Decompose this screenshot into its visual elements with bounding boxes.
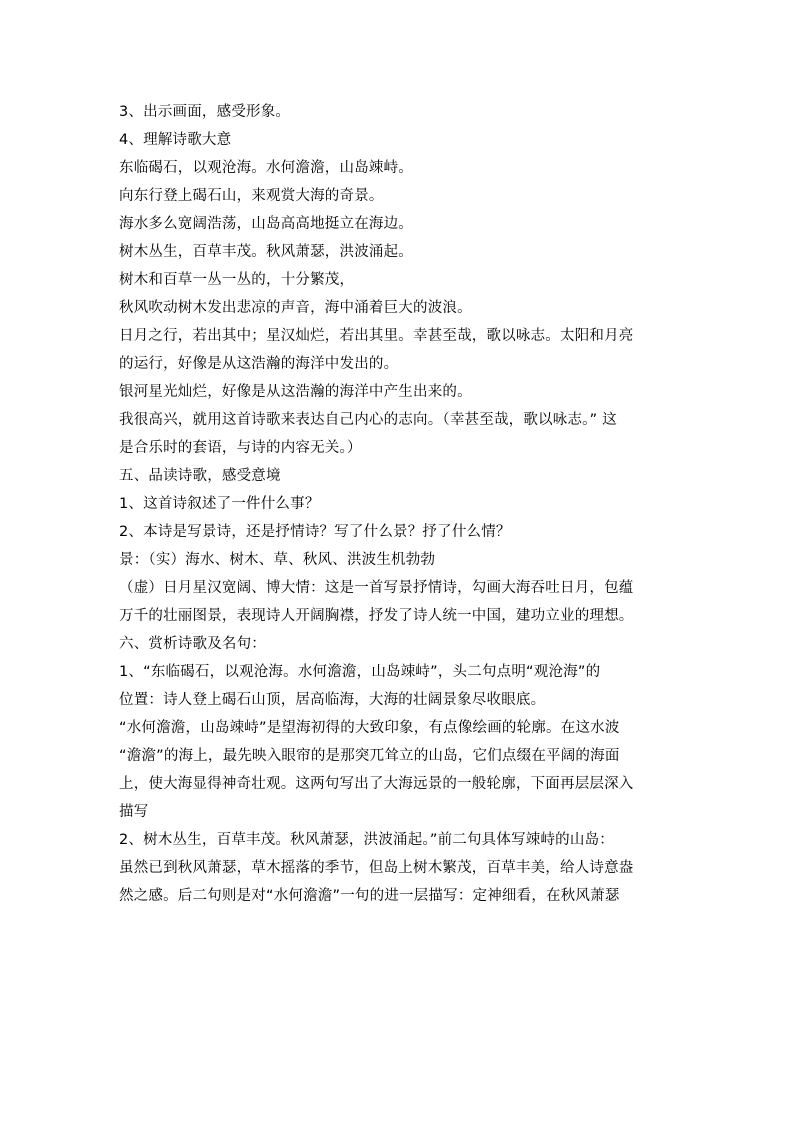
text-line: 万千的壮丽图景，表现诗人开阔胸襟，抒发了诗人统一中国，建功立业的理想。 <box>119 608 634 624</box>
text-line: 秋风吹动树木发出悲凉的声音，海中涌着巨大的波浪。 <box>119 300 472 316</box>
text-line: 4、理解诗歌大意 <box>119 132 232 148</box>
text-line: 上，使大海显得神奇壮观。这两句写出了大海远景的一般轮廓，下面再层层深入 <box>119 776 634 792</box>
text-line: 2、本诗是写景诗，还是抒情诗？写了什么景？抒了什么情？ <box>119 524 511 540</box>
text-line: 是合乐时的套语，与诗的内容无关。） <box>119 440 362 456</box>
text-line: 描写 <box>119 804 149 820</box>
text-line: 1、这首诗叙述了一件什么事？ <box>119 496 320 512</box>
text-line: 树木和百草一丛一丛的，十分繁茂， <box>119 272 355 288</box>
text-line: 然之感。后二句则是对“水何澹澹”一句的进一层描写：定神细看，在秋风萧瑟 <box>119 888 620 904</box>
text-line: 海水多么宽阔浩荡，山岛高高地挺立在海边。 <box>119 216 413 232</box>
section-heading: 六、赏析诗歌及名句： <box>119 636 266 652</box>
text-line: 向东行登上碣石山，来观赏大海的奇景。 <box>119 188 384 204</box>
text-line: （虚）日月星汉宽阔、博大情：这是一首写景抒情诗，勾画大海吞吐日月，包蕴 <box>119 580 634 596</box>
text-line: 2、树木丛生，百草丰茂。秋风萧瑟，洪波涌起。”前二句具体写竦峙的山岛： <box>119 832 614 848</box>
text-line: 的运行，好像是从这浩瀚的海洋中发出的。 <box>119 356 399 372</box>
text-line: 1、“东临碣石，以观沧海。水何澹澹，山岛竦峙”，头二句点明“观沧海”的 <box>119 664 601 680</box>
text-line: 日月之行，若出其中；星汉灿烂，若出其里。幸甚至哉，歌以咏志。太阳和月亮 <box>119 328 634 344</box>
section-heading: 五、品读诗歌，感受意境 <box>119 468 281 484</box>
text-line: 3、出示画面，感受形象。 <box>119 104 291 120</box>
document-body <box>119 98 679 910</box>
text-line: “澹澹”的海上，最先映入眼帘的是那突兀耸立的山岛，它们点缀在平阔的海面 <box>119 748 620 764</box>
text-line: “水何澹澹，山岛竦峙”是望海初得的大致印象，有点像绘画的轮廓。在这水波 <box>119 720 620 736</box>
text-line: 我很高兴，就用这首诗歌来表达自己内心的志向。（幸甚至哉，歌以咏志。” 这 <box>119 412 617 428</box>
text-line: 景：（实）海水、树木、草、秋风、洪波生机勃勃 <box>119 552 436 568</box>
text-line: 虽然已到秋风萧瑟，草木摇落的季节，但岛上树木繁茂，百草丰美，给人诗意盎 <box>119 860 634 876</box>
text-line: 东临碣石，以观沧海。水何澹澹，山岛竦峙。 <box>119 160 413 176</box>
text-line: 位置：诗人登上碣石山顶，居高临海，大海的壮阔景象尽收眼底。 <box>119 692 546 708</box>
text-line: 银河星光灿烂，好像是从这浩瀚的海洋中产生出来的。 <box>119 384 472 400</box>
text-line: 树木丛生，百草丰茂。秋风萧瑟，洪波涌起。 <box>119 244 413 260</box>
